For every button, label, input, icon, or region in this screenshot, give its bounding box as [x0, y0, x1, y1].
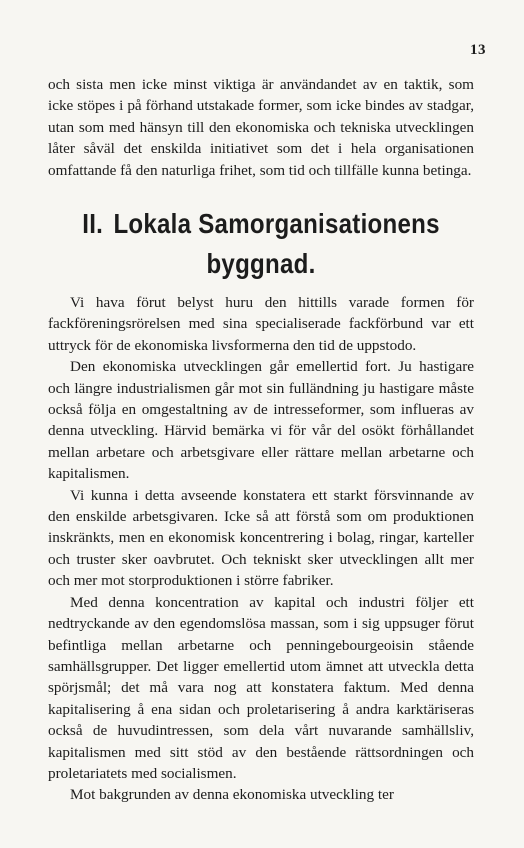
section-heading	[78, 204, 444, 284]
paragraph-1: Vi hava förut belyst huru den hittills varade formen för fackföreningsrörelsen med sina specialiserade fackförbund var ett uttryck för de ekonomiska livsformerna den tid de uppstodo.	[48, 294, 474, 354]
paragraph-4: Med denna koncentration av kapital och industri följer ett nedtryckande av den egendomslösa massan, som i sig uppsuger förut befintliga mellan arbetarne och penningebourgeoisin stående samhällsgrupper. Det ligger emellertid utom ämnet att utveckla detta spörjsmål; det må vara nog att konstatera faktum. Med denna kapitalisering å ena sidan och proletarisering å andra karktäriseras också de huvudintressen, som dela vårt nuvarande samhällsliv, kapitalismen med sitt stöd av den bestående rättsordningen och proletariatets med socialismen.	[48, 593, 474, 782]
section-title: Lokala Samorganisationens byggnad.	[113, 208, 440, 279]
section-number: II.	[82, 208, 104, 239]
intro-paragraph: och sista men icke minst viktiga är användandet av en taktik, som icke stöpes i på förhand utstakade former, som icke bindes av stadgar, utan som med hänsyn till den ekonomiska och tekniska utvecklingen låter såväl det enskilda initiativet som det i hela organisationen omfattande få den naturliga frihet, som tid och tillfälle kunna betinga.	[48, 76, 474, 179]
main-text-block	[48, 292, 474, 806]
paragraph-5: Mot bakgrunden av denna ekonomiska utveckling ter	[70, 786, 394, 804]
page-number: 13	[470, 42, 486, 58]
paragraph-2: Den ekonomiska utvecklingen går emellertid fort. Ju hastigare och längre industrialismen går mot sin fulländning ju hastigare måste också följa en omgestaltning av de intresseformer, som influeras av denna utveckling. Härvid bemärka vi för vår del osökt förhållandet mellan arbetare och arbetsgivare eller rättare mellan arbetarne och kapitalismen.	[48, 358, 474, 483]
intro-text-block	[48, 74, 474, 181]
paragraph-3: Vi kunna i detta avseende konstatera ett starkt försvinnande av den enskilde arbetsgivaren. Icke så att förstå som om produktionen inskränkts, men en ekonomisk koncentrering i bolag, ringar, karteller och truster sker oavbrutet. Och tekniskt sker utvecklingen allt mer och mer mot storproduktionen i större fabriker.	[48, 486, 474, 590]
